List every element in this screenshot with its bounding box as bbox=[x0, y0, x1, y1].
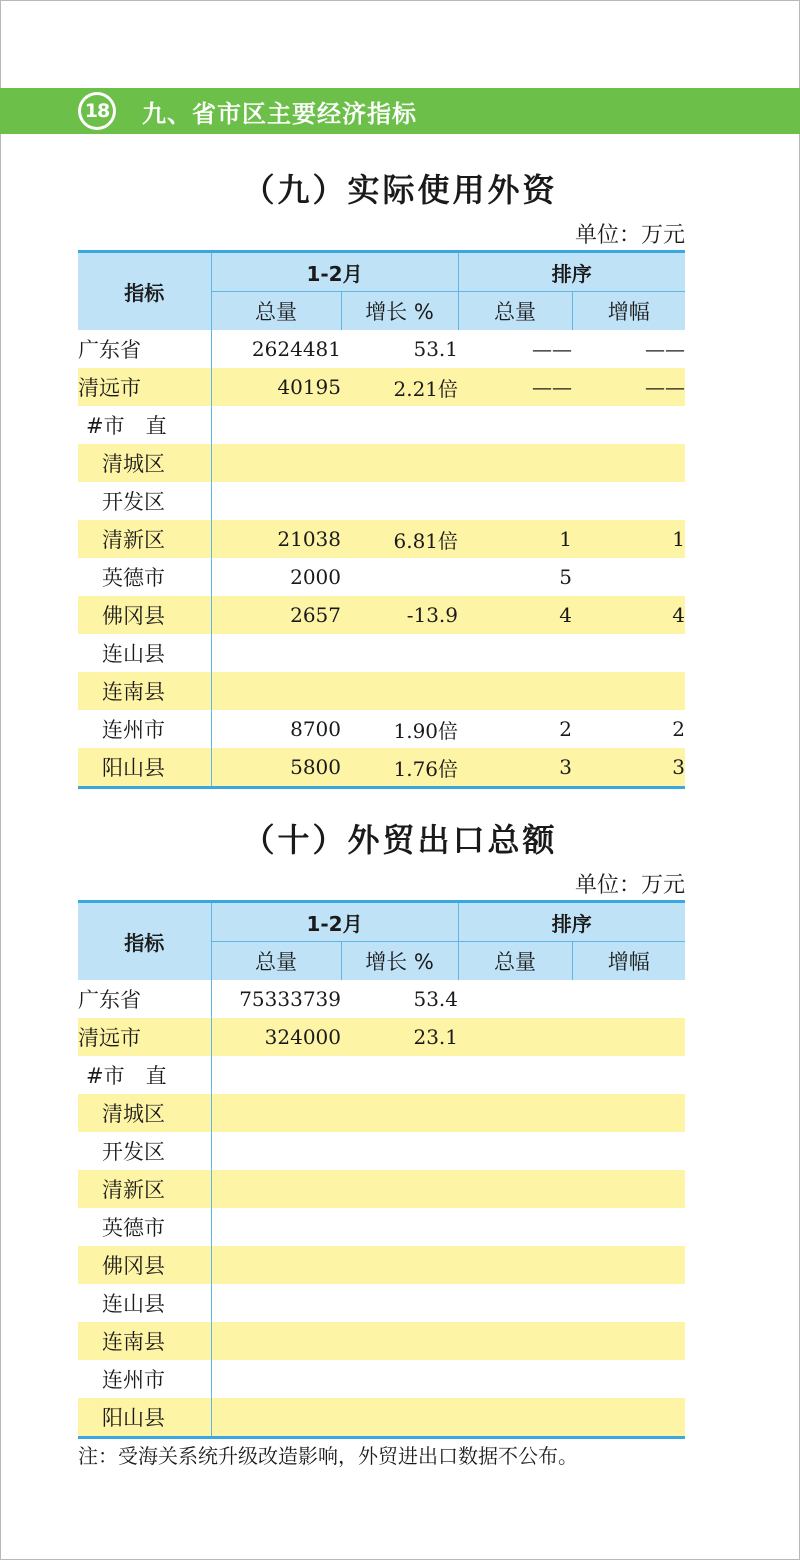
table-row bbox=[78, 1284, 685, 1322]
total-value: 2624481 bbox=[211, 330, 341, 368]
region-name: 佛冈县 bbox=[78, 1246, 211, 1284]
rank-total-value: —— bbox=[458, 368, 572, 406]
header-rank-growth: 增幅 bbox=[572, 292, 685, 331]
growth-value bbox=[341, 444, 458, 482]
growth-value bbox=[341, 672, 458, 710]
rank-total-value bbox=[458, 1322, 572, 1360]
header-indicator: 指标 bbox=[78, 902, 211, 981]
region-name: 清新区 bbox=[78, 520, 211, 558]
section1-unit: 单位：万元 bbox=[574, 223, 685, 248]
header-rank-growth: 增幅 bbox=[572, 942, 685, 981]
region-name: 广东省 bbox=[78, 988, 141, 1012]
region-name: 连山县 bbox=[102, 642, 165, 666]
table-row bbox=[78, 1018, 685, 1056]
total-value bbox=[211, 672, 341, 710]
growth-value bbox=[341, 558, 458, 596]
growth-value bbox=[341, 1360, 458, 1398]
total-value: 40195 bbox=[211, 368, 341, 406]
rank-total-value bbox=[458, 406, 572, 444]
rank-total-value: 1 bbox=[458, 520, 572, 558]
region-name: 阳山县 bbox=[78, 1398, 211, 1438]
rank-growth-value bbox=[572, 444, 685, 482]
rank-growth-value: 2 bbox=[672, 717, 686, 741]
growth-value: 23.1 bbox=[341, 1018, 458, 1056]
region-name: 开发区 bbox=[102, 490, 165, 514]
growth-value: -13.9 bbox=[341, 596, 458, 634]
table-row bbox=[78, 980, 685, 1018]
total-value bbox=[211, 1322, 341, 1360]
section1-title: （九）实际使用外资 bbox=[242, 171, 558, 209]
rank-growth-value: 1 bbox=[572, 520, 685, 558]
total-value bbox=[211, 1398, 341, 1438]
growth-value: 53.1 bbox=[413, 337, 459, 361]
header-period: 1-2月 bbox=[211, 252, 458, 292]
region-name: 佛冈县 bbox=[78, 596, 211, 634]
region-name: 连州市 bbox=[102, 718, 165, 742]
table-row bbox=[78, 672, 685, 710]
growth-value: 1.90倍 bbox=[393, 718, 459, 743]
rank-total-value bbox=[458, 1360, 572, 1398]
rank-growth-value bbox=[572, 1246, 685, 1284]
rank-growth-value bbox=[572, 1056, 685, 1094]
total-value bbox=[211, 634, 341, 672]
rank-growth-value bbox=[572, 1322, 685, 1360]
total-value bbox=[211, 406, 341, 444]
table-row bbox=[78, 710, 685, 748]
header-total: 总量 bbox=[211, 942, 341, 981]
growth-value bbox=[341, 1132, 458, 1170]
region-name: 清新区 bbox=[78, 1170, 211, 1208]
rank-growth-value bbox=[572, 980, 685, 1018]
total-value: 8700 bbox=[211, 710, 341, 748]
table-row bbox=[78, 1056, 685, 1094]
rank-total-value bbox=[458, 980, 572, 1018]
rank-growth-value bbox=[572, 558, 685, 596]
header-ranking: 排序 bbox=[458, 902, 685, 942]
table-row bbox=[78, 1170, 685, 1208]
rank-total-value bbox=[458, 444, 572, 482]
growth-value bbox=[341, 482, 458, 520]
rank-total-value bbox=[458, 1170, 572, 1208]
growth-value bbox=[341, 1284, 458, 1322]
growth-value bbox=[341, 1246, 458, 1284]
table-row bbox=[78, 634, 685, 672]
growth-value: 2.21倍 bbox=[341, 368, 458, 406]
total-value bbox=[211, 444, 341, 482]
rank-total-value bbox=[458, 1094, 572, 1132]
rank-total-value bbox=[458, 1056, 572, 1094]
rank-total-value bbox=[458, 1398, 572, 1438]
growth-value bbox=[341, 1094, 458, 1132]
table-row bbox=[78, 1398, 685, 1438]
table-row bbox=[78, 1246, 685, 1284]
region-name: 清城区 bbox=[78, 444, 211, 482]
region-name: #市 直 bbox=[86, 414, 167, 438]
rank-total-value: 2 bbox=[559, 717, 573, 741]
rank-total-value: 3 bbox=[458, 748, 572, 788]
total-value bbox=[211, 1284, 341, 1322]
table-row bbox=[78, 596, 685, 634]
table-row bbox=[78, 368, 685, 406]
table-row bbox=[78, 748, 685, 788]
rank-growth-value: 3 bbox=[572, 748, 685, 788]
header-rank-total: 总量 bbox=[458, 942, 572, 981]
rank-total-value bbox=[458, 634, 572, 672]
rank-total-value bbox=[458, 1018, 572, 1056]
rank-total-value bbox=[458, 482, 572, 520]
total-value: 21038 bbox=[211, 520, 341, 558]
total-value bbox=[211, 1246, 341, 1284]
page-number: 18 bbox=[81, 95, 113, 127]
region-name: 英德市 bbox=[102, 566, 165, 590]
total-value bbox=[211, 1094, 341, 1132]
growth-value bbox=[341, 634, 458, 672]
rank-total-value: —— bbox=[532, 337, 573, 361]
table-row bbox=[78, 1360, 685, 1398]
growth-value bbox=[341, 1322, 458, 1360]
header-rank-total: 总量 bbox=[458, 292, 572, 331]
rank-growth-value bbox=[572, 1132, 685, 1170]
growth-value bbox=[341, 1056, 458, 1094]
growth-value bbox=[341, 1208, 458, 1246]
total-value bbox=[211, 482, 341, 520]
rank-growth-value bbox=[572, 672, 685, 710]
table-row bbox=[78, 330, 685, 368]
region-name: 连南县 bbox=[78, 1322, 211, 1360]
rank-growth-value bbox=[572, 1360, 685, 1398]
table-row bbox=[78, 1322, 685, 1360]
region-name: 广东省 bbox=[78, 338, 141, 362]
growth-value bbox=[341, 1170, 458, 1208]
page-number-badge bbox=[78, 92, 116, 130]
region-name: 连山县 bbox=[102, 1292, 165, 1316]
region-name: 清远市 bbox=[78, 1018, 211, 1056]
rank-growth-value bbox=[572, 1284, 685, 1322]
header-growth: 增长 % bbox=[341, 292, 458, 331]
region-name: 清城区 bbox=[78, 1094, 211, 1132]
total-value bbox=[211, 1360, 341, 1398]
rank-growth-value bbox=[572, 482, 685, 520]
growth-value: 6.81倍 bbox=[341, 520, 458, 558]
section2-table bbox=[78, 900, 685, 1439]
total-value bbox=[211, 1208, 341, 1246]
header-total: 总量 bbox=[211, 292, 341, 331]
rank-growth-value bbox=[572, 1170, 685, 1208]
total-value bbox=[211, 1056, 341, 1094]
region-name: 阳山县 bbox=[78, 748, 211, 788]
growth-value bbox=[341, 406, 458, 444]
table-row bbox=[78, 444, 685, 482]
header-period: 1-2月 bbox=[211, 902, 458, 942]
header-ranking: 排序 bbox=[458, 252, 685, 292]
region-name: 连南县 bbox=[78, 672, 211, 710]
table-row bbox=[78, 558, 685, 596]
rank-growth-value bbox=[572, 1018, 685, 1056]
table-row bbox=[78, 1132, 685, 1170]
rank-growth-value bbox=[572, 634, 685, 672]
section2-unit: 单位：万元 bbox=[574, 873, 685, 898]
section2-title: （十）外贸出口总额 bbox=[242, 821, 558, 859]
total-value: 324000 bbox=[211, 1018, 341, 1056]
rank-growth-value bbox=[572, 1208, 685, 1246]
table-row bbox=[78, 520, 685, 558]
rank-growth-value bbox=[572, 406, 685, 444]
section1-table bbox=[78, 250, 685, 789]
table-row bbox=[78, 1208, 685, 1246]
chapter-banner bbox=[0, 88, 800, 134]
total-value: 2000 bbox=[211, 558, 341, 596]
total-value: 75333739 bbox=[211, 980, 341, 1018]
table-row bbox=[78, 1094, 685, 1132]
table-row bbox=[78, 406, 685, 444]
rank-growth-value: —— bbox=[572, 368, 685, 406]
region-name: 英德市 bbox=[102, 1216, 165, 1240]
rank-total-value bbox=[458, 1132, 572, 1170]
growth-value bbox=[341, 1398, 458, 1438]
growth-value: 1.76倍 bbox=[341, 748, 458, 788]
footnote: 注：受海关系统升级改造影响，外贸进出口数据不公布。 bbox=[78, 1444, 578, 1468]
rank-total-value: 4 bbox=[458, 596, 572, 634]
region-name: #市 直 bbox=[86, 1064, 167, 1088]
rank-total-value: 5 bbox=[559, 565, 573, 589]
rank-total-value bbox=[458, 1284, 572, 1322]
growth-value: 53.4 bbox=[413, 987, 459, 1011]
rank-total-value bbox=[458, 672, 572, 710]
total-value: 5800 bbox=[211, 748, 341, 788]
rank-total-value bbox=[458, 1208, 572, 1246]
rank-growth-value bbox=[572, 1398, 685, 1438]
header-indicator: 指标 bbox=[78, 252, 211, 331]
header-growth: 增长 % bbox=[341, 942, 458, 981]
total-value: 2657 bbox=[211, 596, 341, 634]
table-row bbox=[78, 482, 685, 520]
region-name: 开发区 bbox=[102, 1140, 165, 1164]
rank-growth-value: —— bbox=[645, 337, 686, 361]
rank-total-value bbox=[458, 1246, 572, 1284]
total-value bbox=[211, 1132, 341, 1170]
rank-growth-value bbox=[572, 1094, 685, 1132]
chapter-title: 九、省市区主要经济指标 bbox=[142, 99, 417, 128]
rank-growth-value: 4 bbox=[572, 596, 685, 634]
total-value bbox=[211, 1170, 341, 1208]
region-name: 连州市 bbox=[102, 1368, 165, 1392]
region-name: 清远市 bbox=[78, 368, 211, 406]
